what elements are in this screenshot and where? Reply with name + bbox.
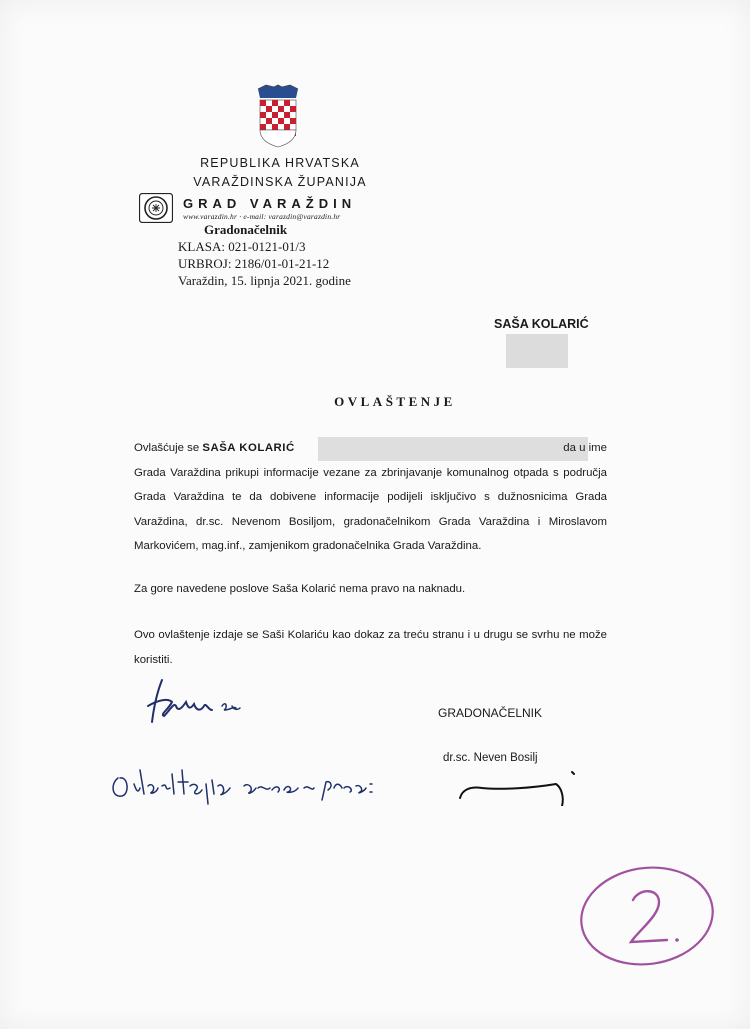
document-title: OVLAŠTENJE xyxy=(334,394,456,409)
handwritten-receipt-note xyxy=(108,760,388,806)
circled-page-number xyxy=(575,860,720,970)
signer-name: dr.sc. Neven Bosilj xyxy=(443,752,538,764)
signature-office: GRADONAČELNIK xyxy=(438,706,543,720)
coat-of-arms-square xyxy=(260,100,266,106)
addressee-name: SAŠA KOLARIĆ xyxy=(494,317,589,331)
urbroj-line: URBROJ: 2186/01-01-21-12 xyxy=(178,256,330,271)
city-logo-icon xyxy=(139,193,173,223)
redacted-address xyxy=(506,334,568,368)
paragraph-start: Ovlašćuje se xyxy=(134,442,200,454)
coat-of-arms-square xyxy=(284,100,290,106)
office-heading: Gradonačelnik xyxy=(204,222,288,237)
reference-block xyxy=(178,238,351,289)
coat-of-arms-square xyxy=(284,112,290,118)
coat-of-arms-square xyxy=(266,106,272,112)
paragraph-continuation: da u ime xyxy=(563,442,607,454)
city-contact: www.varazdin.hr · e-mail: varazdin@varazdin.hr xyxy=(183,212,341,221)
coat-of-arms-square xyxy=(272,124,278,130)
coat-of-arms-square xyxy=(266,118,272,124)
coat-of-arms-square xyxy=(290,118,296,124)
mayor-signature xyxy=(452,766,582,806)
coat-of-arms-square xyxy=(278,118,284,124)
klasa-line: KLASA: 021-0121-01/3 xyxy=(178,239,306,254)
coat-of-arms-square xyxy=(272,100,278,106)
coat-of-arms-square xyxy=(260,112,266,118)
coat-of-arms-square xyxy=(284,124,290,130)
place-date-line: Varaždin, 15. lipnja 2021. godine xyxy=(178,273,351,288)
paragraph-compensation: Za gore navedene poslove Saša Kolarić nema pravo na naknadu. xyxy=(134,583,466,595)
coat-of-arms-square xyxy=(272,112,278,118)
coat-of-arms-square xyxy=(260,124,266,130)
paragraph-body: Grada Varaždina prikupi informacije vezane za zbrinjavanje komunalnog otpada s područja Grada Varaždina te da dobivene informacije podijeli isključivo s dužnosnicima Grada Varaždina, dr.sc. Nevenom Bosiljom, gradonačelnikom Grada Varaždina i Miroslavom Markovićem, mag.inf., zamjenikom gradonačelnika Grada Varaždina. xyxy=(134,466,607,552)
coat-of-arms-square xyxy=(290,106,296,112)
croatian-coat-of-arms-icon xyxy=(255,84,301,148)
republic-name: REPUBLIKA HRVATSKA xyxy=(200,156,360,170)
recipient-signature xyxy=(138,676,248,726)
authorized-person: SAŠA KOLARIĆ xyxy=(202,442,295,454)
city-name: GRAD VARAŽDIN xyxy=(183,196,357,211)
paragraph-validity: Ovo ovlaštenje izdaje se Saši Kolariću kao dokaz za treću stranu i u drugu se svrhu ne može koristiti. xyxy=(134,629,607,666)
issuer-block xyxy=(180,154,380,192)
coat-of-arms-square xyxy=(278,106,284,112)
paragraph-authorization xyxy=(134,436,607,559)
county-name: VARAŽDINSKA ŽUPANIJA xyxy=(193,175,367,189)
